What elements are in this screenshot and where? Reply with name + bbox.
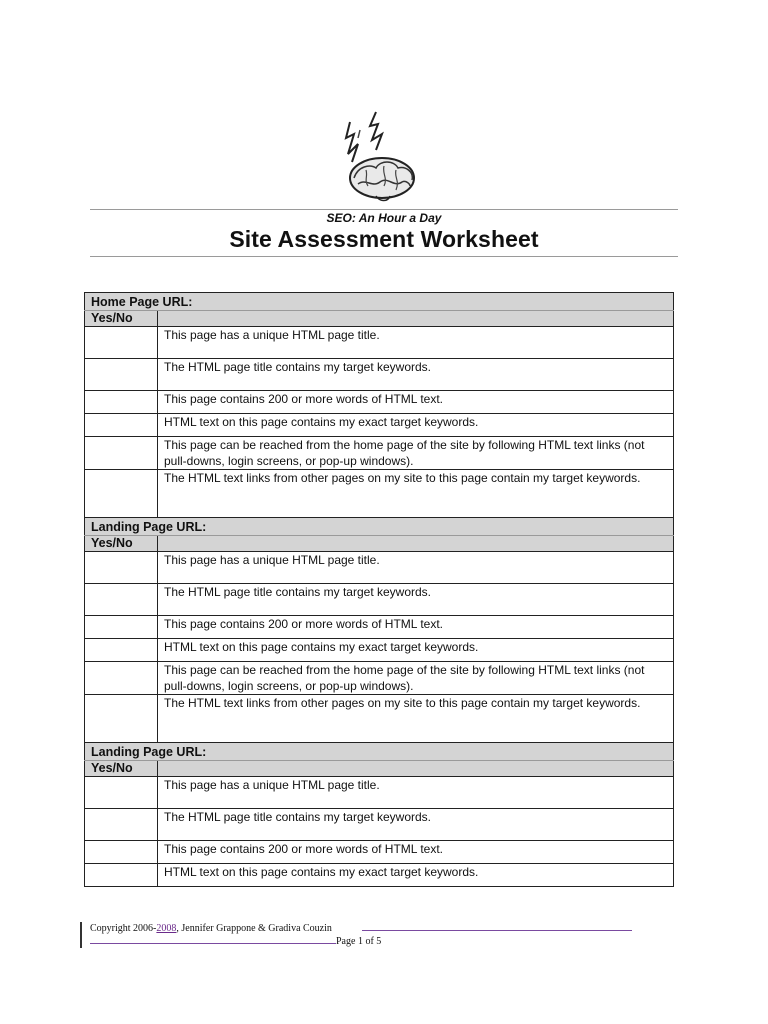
- yes-no-cell[interactable]: [85, 359, 158, 391]
- checklist-item: The HTML text links from other pages on my site to this page contain my target keywords.: [158, 695, 674, 743]
- document-subtitle: SEO: An Hour a Day: [326, 211, 442, 225]
- checklist-row: [85, 584, 674, 616]
- url-label: Landing Page URL:: [85, 743, 674, 761]
- checklist-item: The HTML page title contains my target keywords.: [158, 809, 674, 841]
- checklist-item: The HTML page title contains my target keywords.: [158, 359, 674, 391]
- url-label: Home Page URL:: [85, 293, 674, 311]
- yes-no-label: Yes/No: [85, 311, 158, 327]
- brain-with-lightning-icon: [336, 108, 426, 204]
- header-blank-cell: [158, 761, 674, 777]
- page-footer: [80, 922, 640, 950]
- checklist-row: [85, 841, 674, 864]
- yes-no-header-row: [85, 761, 674, 777]
- checklist-row: [85, 327, 674, 359]
- yes-no-header-row: [85, 536, 674, 552]
- url-label: Landing Page URL:: [85, 518, 674, 536]
- section-url-row: [85, 293, 674, 311]
- yes-no-cell[interactable]: [85, 695, 158, 743]
- footer-margin-bar: [80, 922, 82, 948]
- checklist-item: This page can be reached from the home page of the site by following HTML text links (not pull-downs, login screens, or pop-up windows).: [158, 437, 674, 470]
- checklist-item: This page has a unique HTML page title.: [158, 777, 674, 809]
- yes-no-cell[interactable]: [85, 864, 158, 887]
- page-number: Page 1 of 5: [336, 936, 382, 947]
- yes-no-header-row: [85, 311, 674, 327]
- page-title: Site Assessment Worksheet: [229, 226, 539, 252]
- footer-rule: [362, 930, 632, 931]
- section-url-row: [85, 743, 674, 761]
- checklist-item: HTML text on this page contains my exact target keywords.: [158, 639, 674, 662]
- footer-rule: [90, 943, 336, 944]
- checklist-item: This page contains 200 or more words of HTML text.: [158, 841, 674, 864]
- checklist-row: [85, 359, 674, 391]
- checklist-row: [85, 777, 674, 809]
- checklist-row: [85, 662, 674, 695]
- copyright-prefix: Copyright 2006-: [90, 923, 157, 934]
- section-url-row: [85, 518, 674, 536]
- yes-no-cell[interactable]: [85, 841, 158, 864]
- header-rule-top: [90, 209, 678, 210]
- header-blank-cell: [158, 311, 674, 327]
- checklist-item: This page has a unique HTML page title.: [158, 552, 674, 584]
- yes-no-cell[interactable]: [85, 616, 158, 639]
- yes-no-cell[interactable]: [85, 470, 158, 518]
- checklist-row: [85, 639, 674, 662]
- checklist-row: [85, 616, 674, 639]
- checklist-item: HTML text on this page contains my exact target keywords.: [158, 864, 674, 887]
- yes-no-label: Yes/No: [85, 761, 158, 777]
- yes-no-cell[interactable]: [85, 662, 158, 695]
- header-blank-cell: [158, 536, 674, 552]
- checklist-row: [85, 864, 674, 887]
- yes-no-cell[interactable]: [85, 639, 158, 662]
- yes-no-cell[interactable]: [85, 584, 158, 616]
- checklist-row: [85, 414, 674, 437]
- checklist-row: [85, 552, 674, 584]
- checklist-row: [85, 437, 674, 470]
- yes-no-cell[interactable]: [85, 437, 158, 470]
- copyright-suffix: , Jennifer Grappone & Gradiva Couzin: [176, 923, 332, 934]
- checklist-row: [85, 470, 674, 518]
- header-rule-bottom: [90, 256, 678, 257]
- checklist-row: [85, 391, 674, 414]
- yes-no-cell[interactable]: [85, 552, 158, 584]
- checklist-item: This page contains 200 or more words of HTML text.: [158, 616, 674, 639]
- yes-no-label: Yes/No: [85, 536, 158, 552]
- checklist-item: The HTML page title contains my target keywords.: [158, 584, 674, 616]
- assessment-table: [84, 292, 674, 887]
- yes-no-cell[interactable]: [85, 414, 158, 437]
- yes-no-cell[interactable]: [85, 809, 158, 841]
- yes-no-cell[interactable]: [85, 777, 158, 809]
- checklist-item: The HTML text links from other pages on my site to this page contain my target keywords.: [158, 470, 674, 518]
- copyright-notice: [90, 923, 332, 934]
- yes-no-cell[interactable]: [85, 327, 158, 359]
- checklist-item: This page can be reached from the home page of the site by following HTML text links (not pull-downs, login screens, or pop-up windows).: [158, 662, 674, 695]
- copyright-year-link[interactable]: 2008: [156, 923, 177, 934]
- checklist-row: [85, 695, 674, 743]
- checklist-item: This page has a unique HTML page title.: [158, 327, 674, 359]
- checklist-item: HTML text on this page contains my exact target keywords.: [158, 414, 674, 437]
- checklist-row: [85, 809, 674, 841]
- checklist-item: This page contains 200 or more words of HTML text.: [158, 391, 674, 414]
- yes-no-cell[interactable]: [85, 391, 158, 414]
